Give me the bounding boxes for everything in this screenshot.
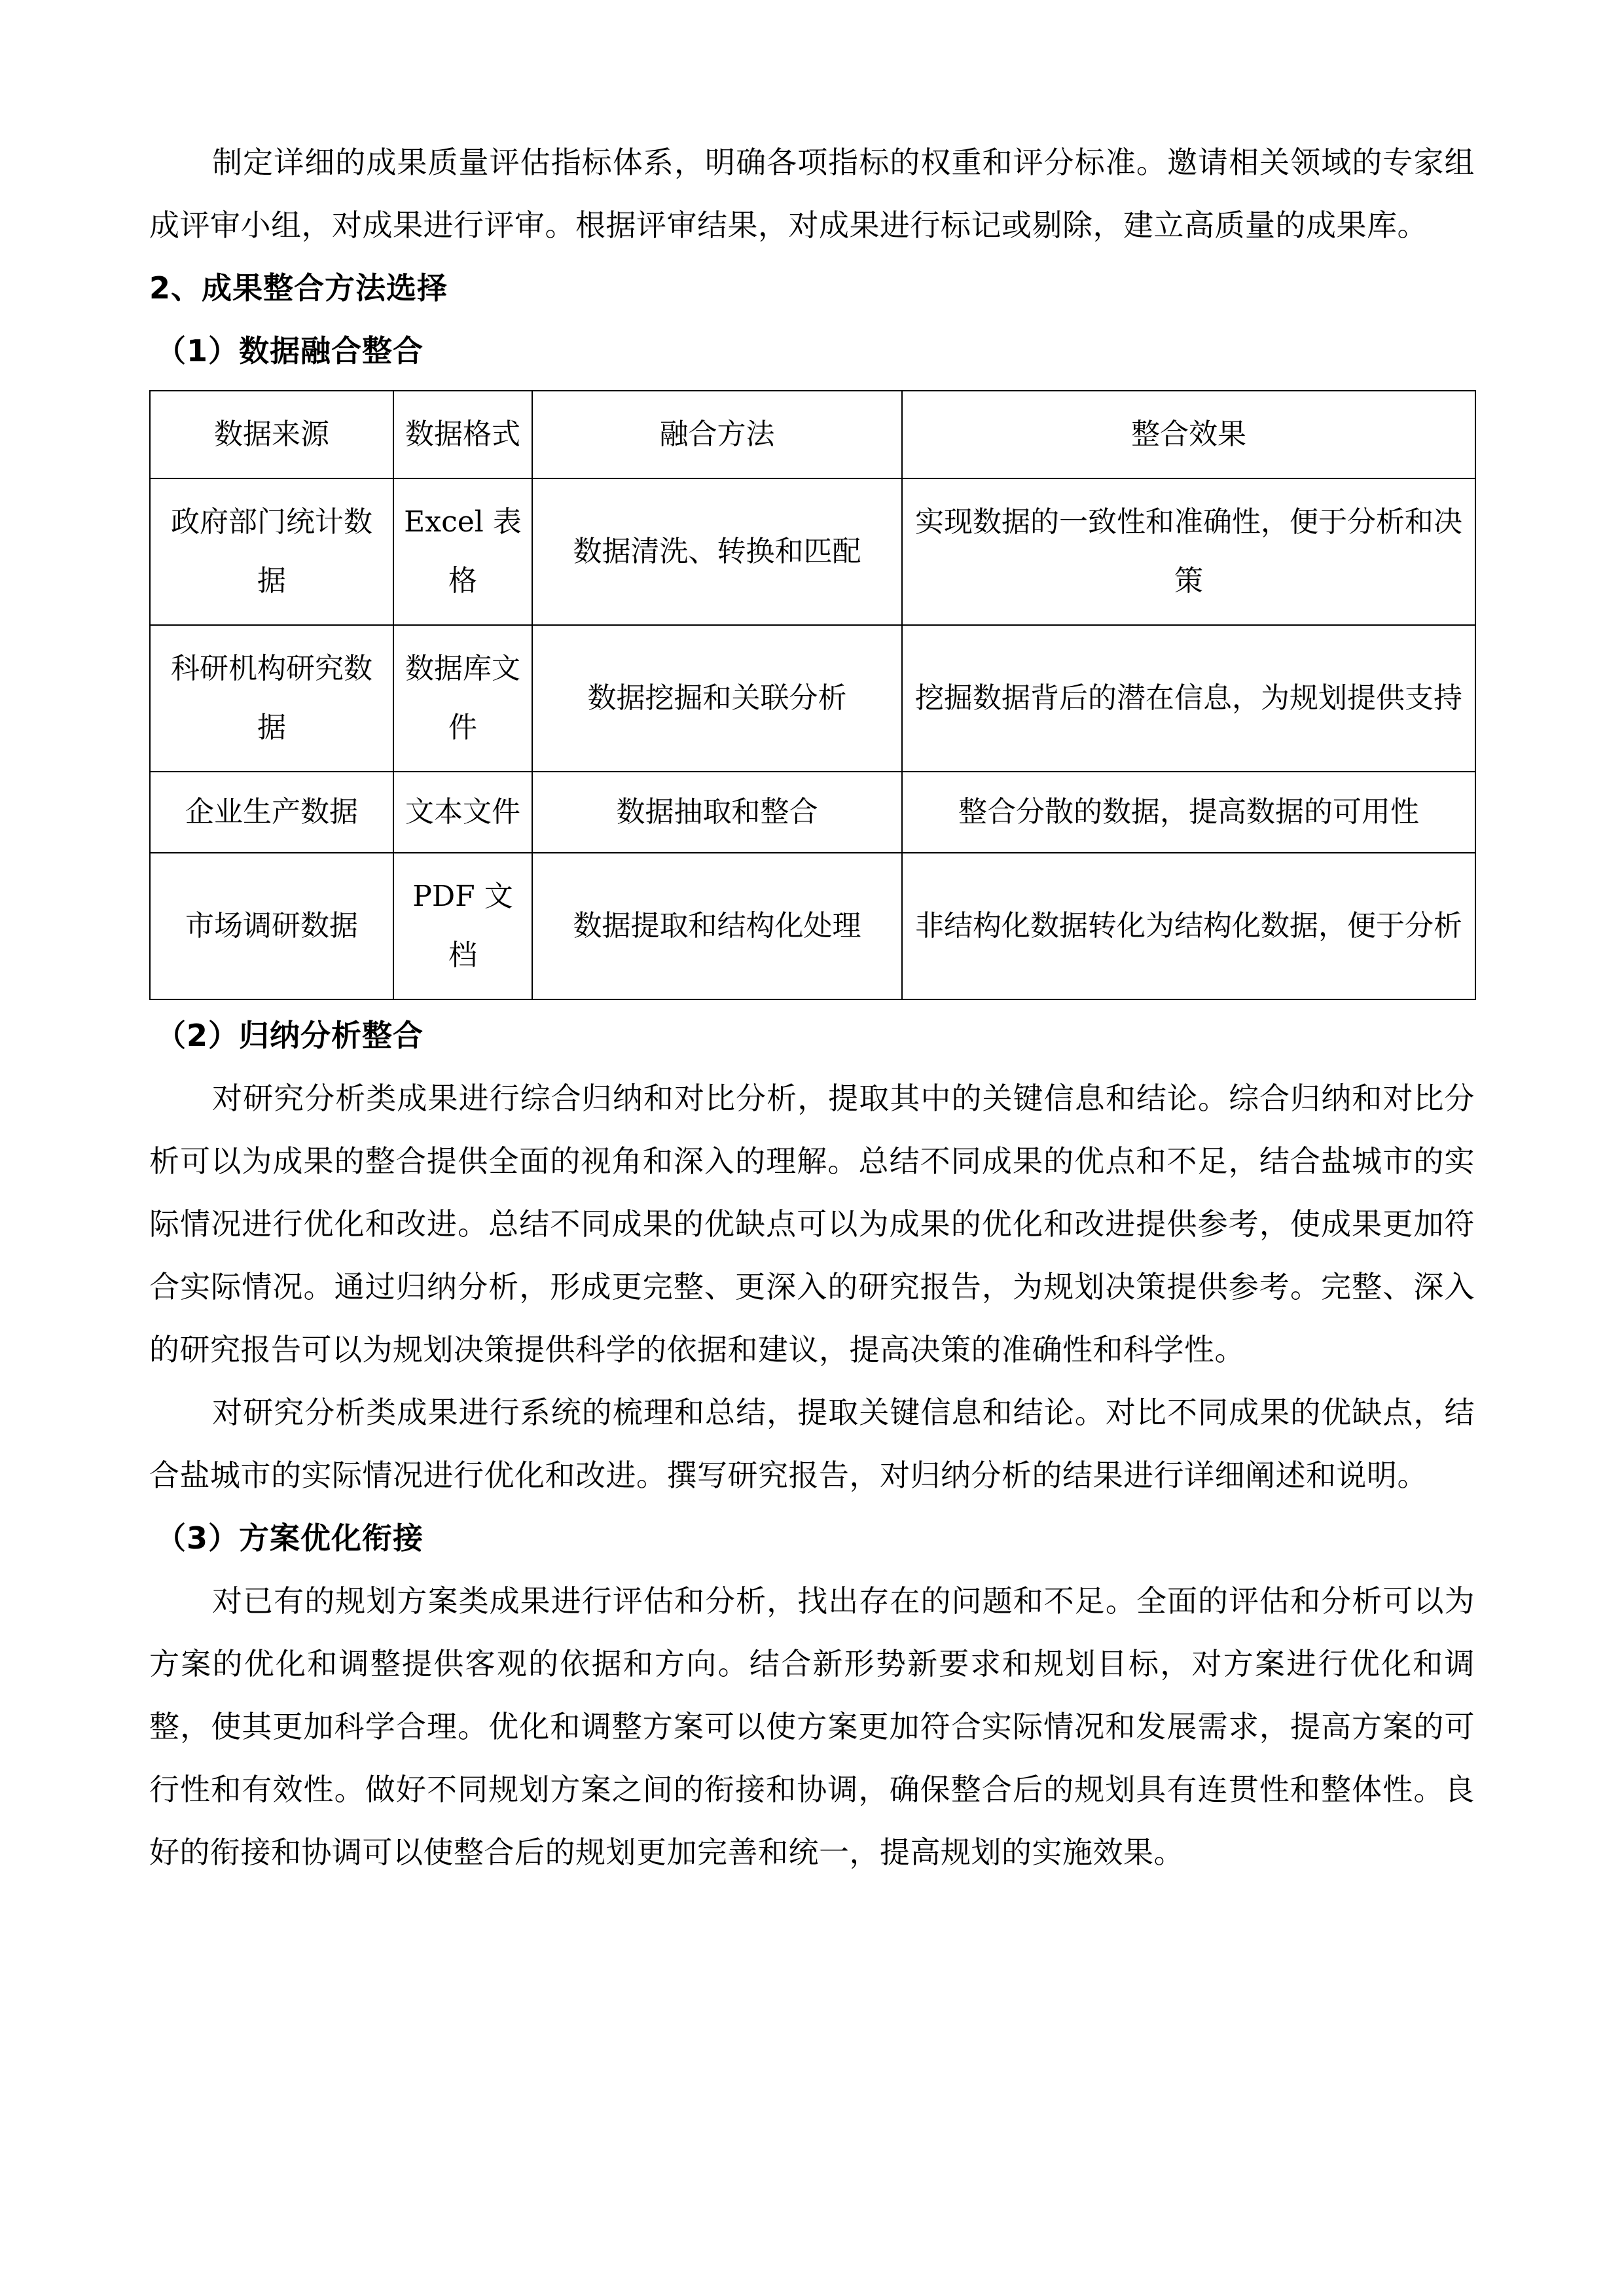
table-cell-effect: 挖掘数据背后的潜在信息，为规划提供支持 [902,625,1475,772]
table-header-cell: 数据来源 [150,391,393,478]
table-cell-format: PDF 文档 [393,853,532,999]
heading-section-2: 2、成果整合方法选择 [149,270,448,306]
heading-subsection-2-2: （2）归纳分析整合 [156,1018,424,1053]
table-cell-method: 数据清洗、转换和匹配 [532,478,902,625]
table-cell-source: 政府部门统计数据 [150,478,393,625]
table-cell-method: 数据提取和结构化处理 [532,853,902,999]
table-header-row [150,391,1475,478]
table-cell-effect: 非结构化数据转化为结构化数据，便于分析 [902,853,1475,999]
heading-subsection-2-1: （1）数据融合整合 [156,333,424,368]
table-cell-source: 科研机构研究数据 [150,625,393,772]
table-cell-method: 数据挖掘和关联分析 [532,625,902,772]
table-cell-format: Excel 表格 [393,478,532,625]
table-header-cell: 融合方法 [532,391,902,478]
data-fusion-table [149,390,1476,1000]
document-body [149,131,1475,1884]
paragraph-2-3-a: 对已有的规划方案类成果进行评估和分析，找出存在的问题和不足。全面的评估和分析可以为方案的优化和调整提供客观的依据和方向。结合新形势新要求和规划目标，对方案进行优化和调整，使其更加科学合理。优化和调整方案可以使方案更加符合实际情况和发展需求，提高方案的可行性和有效性。做好不同规划方案之间的衔接和协调，确保整合后的规划具有连贯性和整体性。良好的衔接和协调可以使整合后的规划更加完善和统一，提高规划的实施效果。 [149,1583,1475,1870]
table-cell-effect: 实现数据的一致性和准确性，便于分析和决策 [902,478,1475,625]
table-cell-method: 数据抽取和整合 [532,772,902,853]
table-row [150,853,1475,999]
intro-paragraph: 制定详细的成果质量评估指标体系，明确各项指标的权重和评分标准。邀请相关领域的专家组成评审小组，对成果进行评审。根据评审结果，对成果进行标记或剔除，建立高质量的成果库。 [149,145,1475,243]
table-row [150,772,1475,853]
table-cell-effect: 整合分散的数据，提高数据的可用性 [902,772,1475,853]
paragraph-2-2-a: 对研究分析类成果进行综合归纳和对比分析，提取其中的关键信息和结论。综合归纳和对比分析可以为成果的整合提供全面的视角和深入的理解。总结不同成果的优点和不足，结合盐城市的实际情况进行优化和改进。总结不同成果的优缺点可以为成果的优化和改进提供参考，使成果更加符合实际情况。通过归纳分析，形成更完整、更深入的研究报告，为规划决策提供参考。完整、深入的研究报告可以为规划决策提供科学的依据和建议，提高决策的准确性和科学性。 [149,1081,1475,1367]
table-cell-source: 市场调研数据 [150,853,393,999]
table-header-cell: 数据格式 [393,391,532,478]
table-cell-format: 文本文件 [393,772,532,853]
table-row [150,478,1475,625]
paragraph-2-2-b: 对研究分析类成果进行系统的梳理和总结，提取关键信息和结论。对比不同成果的优缺点，结合盐城市的实际情况进行优化和改进。撰写研究报告，对归纳分析的结果进行详细阐述和说明。 [149,1395,1475,1493]
table-header-cell: 整合效果 [902,391,1475,478]
table-row [150,625,1475,772]
table-cell-source: 企业生产数据 [150,772,393,853]
heading-subsection-2-3: （3）方案优化衔接 [156,1520,424,1556]
table-cell-format: 数据库文件 [393,625,532,772]
data-fusion-table-wrapper [149,390,1475,1000]
